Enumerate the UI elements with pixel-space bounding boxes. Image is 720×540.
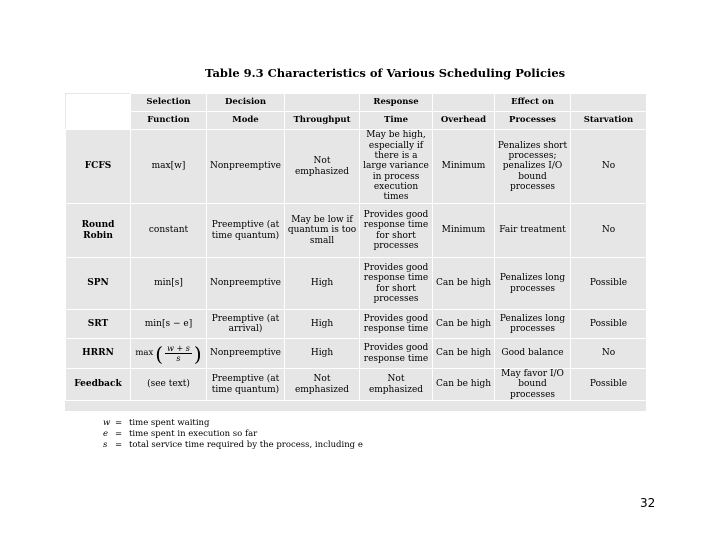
header-throughput: Throughput xyxy=(285,112,360,130)
throughput-cell: May be low if quantum is too small xyxy=(285,204,360,258)
legend-row-e xyxy=(103,429,363,440)
effect-on-processes-cell: Penalizes long processes xyxy=(495,258,571,310)
response-time-cell: Provides good response time for short processes xyxy=(360,258,433,310)
left-paren: ( xyxy=(155,341,164,366)
page-number: 32 xyxy=(640,496,656,510)
table-row xyxy=(66,310,647,339)
response-time-cell: May be high, especially if there is a large variance in process execution times xyxy=(360,130,433,204)
overhead-cell: Minimum xyxy=(433,130,495,204)
legend-row-s xyxy=(103,440,363,451)
decision-mode-cell: Preemptive (at arrival) xyxy=(207,310,285,339)
header-function: Function xyxy=(131,112,207,130)
starvation-cell: Possible xyxy=(571,258,647,310)
response-time-cell: Provides good response time xyxy=(360,310,433,339)
selection-function-cell: min[s − e] xyxy=(131,310,207,339)
decision-mode-cell: Nonpreemptive xyxy=(207,258,285,310)
header-overhead-top xyxy=(433,94,495,112)
policy-name: SPN xyxy=(66,258,131,310)
overhead-cell: Can be high xyxy=(433,310,495,339)
right-paren: ) xyxy=(193,341,202,366)
overhead-cell: Can be high xyxy=(433,258,495,310)
effect-on-processes-cell: Penalizes short processes; penalizes I/O bound processes xyxy=(495,130,571,204)
policy-name: HRRN xyxy=(66,339,131,369)
table-row xyxy=(66,130,647,204)
formula-prefix: max xyxy=(135,347,154,358)
decision-mode-cell: Nonpreemptive xyxy=(207,339,285,369)
hrrn-formula xyxy=(135,341,202,366)
legend-text: time spent in execution so far xyxy=(129,429,258,439)
legend-text: total service time required by the process, including e xyxy=(129,440,363,450)
header-decision: Decision xyxy=(207,94,285,112)
effect-on-processes-cell: Good balance xyxy=(495,339,571,369)
legend-symbol: e xyxy=(103,429,109,439)
header-row-1 xyxy=(66,94,647,112)
header-corner-2 xyxy=(66,112,131,130)
header-starvation-top xyxy=(571,94,647,112)
overhead-cell: Can be high xyxy=(433,369,495,401)
header-effect-on: Effect on xyxy=(495,94,571,112)
throughput-cell: High xyxy=(285,258,360,310)
table-row xyxy=(66,339,647,369)
table-title: Table 9.3 Characteristics of Various Scheduling Policies xyxy=(205,66,566,80)
overhead-cell: Can be high xyxy=(433,339,495,369)
selection-function-cell: max[w] xyxy=(131,130,207,204)
legend xyxy=(103,418,363,451)
header-overhead: Overhead xyxy=(433,112,495,130)
decision-mode-cell: Preemptive (at time quantum) xyxy=(207,369,285,401)
decision-mode-cell: Nonpreemptive xyxy=(207,130,285,204)
legend-equals: = xyxy=(115,440,123,450)
header-throughput-top xyxy=(285,94,360,112)
throughput-cell: Not emphasized xyxy=(285,130,360,204)
throughput-cell: High xyxy=(285,310,360,339)
effect-on-processes-cell: Fair treatment xyxy=(495,204,571,258)
throughput-cell: High xyxy=(285,339,360,369)
starvation-cell: Possible xyxy=(571,310,647,339)
scheduling-table xyxy=(65,93,647,401)
throughput-cell: Not emphasized xyxy=(285,369,360,401)
fraction-numerator: w + s xyxy=(167,343,190,353)
selection-function-cell xyxy=(131,339,207,369)
policy-name: FCFS xyxy=(66,130,131,204)
legend-text: time spent waiting xyxy=(129,418,210,428)
legend-symbol: s xyxy=(103,440,108,450)
header-time: Time xyxy=(360,112,433,130)
policy-name: Round Robin xyxy=(66,204,131,258)
table-row xyxy=(66,369,647,401)
starvation-cell: No xyxy=(571,204,647,258)
selection-function-cell: (see text) xyxy=(131,369,207,401)
table-row xyxy=(66,204,647,258)
effect-on-processes-cell: May favor I/O bound processes xyxy=(495,369,571,401)
starvation-cell: Possible xyxy=(571,369,647,401)
policy-name: SRT xyxy=(66,310,131,339)
fraction-denominator: s xyxy=(176,354,181,363)
response-time-cell: Provides good response time xyxy=(360,339,433,369)
legend-symbol: w xyxy=(103,418,111,428)
header-corner xyxy=(66,94,131,112)
header-processes: Processes xyxy=(495,112,571,130)
legend-row-w xyxy=(103,418,363,429)
header-mode: Mode xyxy=(207,112,285,130)
header-starvation: Starvation xyxy=(571,112,647,130)
legend-equals: = xyxy=(115,418,123,428)
policy-name: Feedback xyxy=(66,369,131,401)
fraction xyxy=(165,344,192,363)
decision-mode-cell: Preemptive (at time quantum) xyxy=(207,204,285,258)
starvation-cell: No xyxy=(571,130,647,204)
legend-equals: = xyxy=(115,429,123,439)
table-row xyxy=(66,258,647,310)
selection-function-cell: constant xyxy=(131,204,207,258)
response-time-cell: Not emphasized xyxy=(360,369,433,401)
effect-on-processes-cell: Penalizes long processes xyxy=(495,310,571,339)
header-selection: Selection xyxy=(131,94,207,112)
starvation-cell: No xyxy=(571,339,647,369)
response-time-cell: Provides good response time for short processes xyxy=(360,204,433,258)
overhead-cell: Minimum xyxy=(433,204,495,258)
header-row-2 xyxy=(66,112,647,130)
selection-function-cell: min[s] xyxy=(131,258,207,310)
header-response: Response xyxy=(360,94,433,112)
